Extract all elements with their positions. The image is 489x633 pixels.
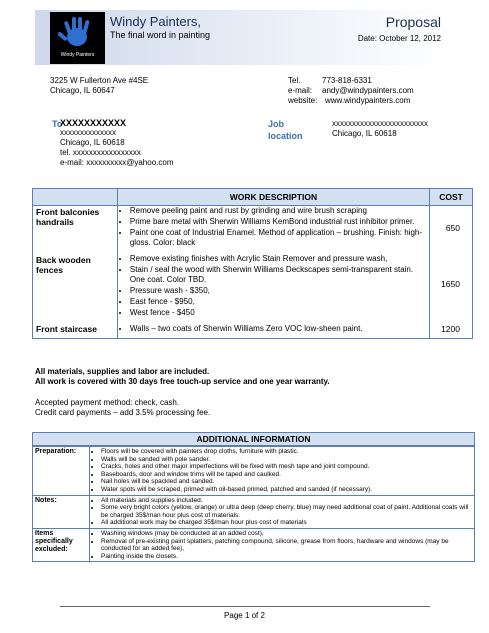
table-row [33, 249, 473, 319]
additional-info-table [32, 446, 475, 562]
work-description [117, 206, 429, 250]
list-item: • All additional work may be charged 35$/man hour plus cost of materials [101, 519, 472, 527]
table-row [33, 319, 473, 339]
list-item: • Paint one coat of Industrial Enamel. Method of application – brushing. Finish: high-gloss. Color: black [130, 228, 426, 248]
document-date: Date: October 12, 2012 [357, 34, 441, 43]
list-item: • Walls – two coats of Sherwin Williams Zero VOC low-sheen paint. [130, 324, 426, 334]
list-item: • West fence - $450 [130, 308, 426, 318]
terms-notes [35, 367, 330, 387]
preparation-list [90, 447, 475, 496]
list-item: • Baseboards, door and window trims will be taped and caulked. [101, 471, 472, 479]
list-item: • Water spots will be scraped, primed with oil-based primed, patched and sanded (if necessary). [101, 486, 472, 494]
footer-rule [60, 606, 430, 607]
work-cost: 1200 [430, 319, 473, 339]
page-number: Page 1 of 2 [224, 611, 265, 620]
job-label-line: location [268, 131, 303, 141]
list-item: • Removal of pre-existing paint splatters, patching compound, silicone, grease from floors, hardware and windows (may be conducted for an added fee), [101, 538, 472, 553]
company-tagline: The final word in painting [110, 30, 211, 40]
list-item: • All materials and supplies included. [101, 497, 472, 505]
table-row [33, 206, 473, 250]
table-row [33, 528, 475, 561]
list-item: • Some very bright colors (yellow, orange) or ultra deep (deep cherry, blue) may need additional coat of paint. Additional coats will be charged 35$/man hour plus cost of materials. [101, 504, 472, 519]
address-line: 3225 W Fullerton Ave #4SE [50, 76, 149, 85]
list-item: • Remove existing finishes with Acrylic Stain Remover and pressure wash, [130, 254, 426, 264]
list-item: • East fence - $950, [130, 297, 426, 307]
company-website: www.windypainters.com [325, 96, 411, 105]
work-cost: 1650 [430, 249, 473, 319]
hand-print-icon [58, 15, 96, 51]
job-location-label [268, 118, 303, 142]
work-description [117, 249, 429, 319]
company-address [50, 76, 148, 96]
document-title: Proposal [385, 14, 441, 30]
company-name: Windy Painters, [110, 14, 202, 29]
tel-label: Tel. [288, 76, 301, 85]
job-city: Chicago, IL 60618 [332, 129, 397, 138]
website-label: website: [288, 96, 318, 105]
excluded-list [90, 528, 475, 561]
list-item: • Stain / seal the wood with Sherwin Williams Deckscapes semi-transparent stain. One coat. Color TBD. [130, 265, 426, 285]
list-item: • Prime bare metal with Sherwin Williams KemBond industrial rust inhibitor primer. [130, 217, 426, 227]
work-description [117, 319, 429, 339]
email-label: e-mail: [288, 86, 313, 95]
list-item: • Remove peeling paint and rust by grinding and wire brush scraping [130, 206, 426, 216]
work-item: Front staircase [33, 319, 118, 339]
table-row [33, 447, 475, 496]
list-item: • Cracks, holes and other major imperfections will be fixed with mesh tape and joint compound. [101, 463, 472, 471]
client-block [60, 118, 173, 168]
client-email: e-mail: xxxxxxxxxx@yahoo.com [60, 158, 174, 167]
list-item: • Washing windows (may be conducted at an added cost), [101, 530, 472, 538]
payment-method: Accepted payment method: check, cash. [35, 398, 180, 407]
work-item: Back wooden fences [33, 249, 118, 319]
company-logo [50, 12, 105, 64]
list-item: • Pressure wash - $350, [130, 286, 426, 296]
logo-text: Windy Painters [60, 52, 95, 58]
list-item: • Walls will be sanded with pole sander. [101, 456, 472, 464]
warranty-note: All work is covered with 30 days free touch-up service and one year warranty. [35, 377, 330, 386]
company-tel: 773-818-6331 [322, 76, 372, 85]
contact-labels [288, 76, 317, 106]
cost-header: COST [430, 189, 473, 206]
client-tel: tel. xxxxxxxxxxxxxxxxx [60, 148, 141, 157]
list-item: • Floors will be covered with painters drop cloths, furniture with plastic. [101, 448, 472, 456]
address-line: Chicago, IL 60647 [50, 86, 115, 95]
contact-values [322, 76, 414, 96]
excluded-label: Items specifically excluded: [33, 528, 90, 561]
work-table-header [33, 189, 473, 206]
to-label: To [52, 119, 63, 129]
work-item: Front balconies handrails [33, 206, 118, 250]
materials-note: All materials, supplies and labor are included. [35, 367, 210, 376]
company-email: andy@windypainters.com [322, 86, 414, 95]
notes-label: Notes: [33, 495, 90, 528]
item-header [33, 189, 118, 206]
list-item: • Nail holes will be spackled and sanded. [101, 478, 472, 486]
job-location [332, 119, 428, 139]
credit-card-fee: Credit card payments – add 3.5% processing fee. [35, 408, 211, 417]
client-name: XXXXXXXXXXX [60, 118, 127, 128]
work-cost: 650 [430, 206, 473, 250]
client-line: xxxxxxxxxxxxxx [60, 128, 116, 137]
job-label-line: Job [268, 119, 285, 129]
notes-list [90, 495, 475, 528]
list-item: • Painting inside the closets. [101, 553, 472, 561]
preparation-label: Preparation: [33, 447, 90, 496]
payment-notes [35, 398, 210, 418]
job-line: xxxxxxxxxxxxxxxxxxxxxxxx [332, 119, 428, 128]
work-description-header: WORK DESCRIPTION [117, 189, 429, 206]
additional-info-header: ADDITIONAL INFORMATION [32, 432, 475, 446]
table-row [33, 495, 475, 528]
work-table [32, 188, 473, 339]
client-city: Chicago, IL 60618 [60, 138, 125, 147]
